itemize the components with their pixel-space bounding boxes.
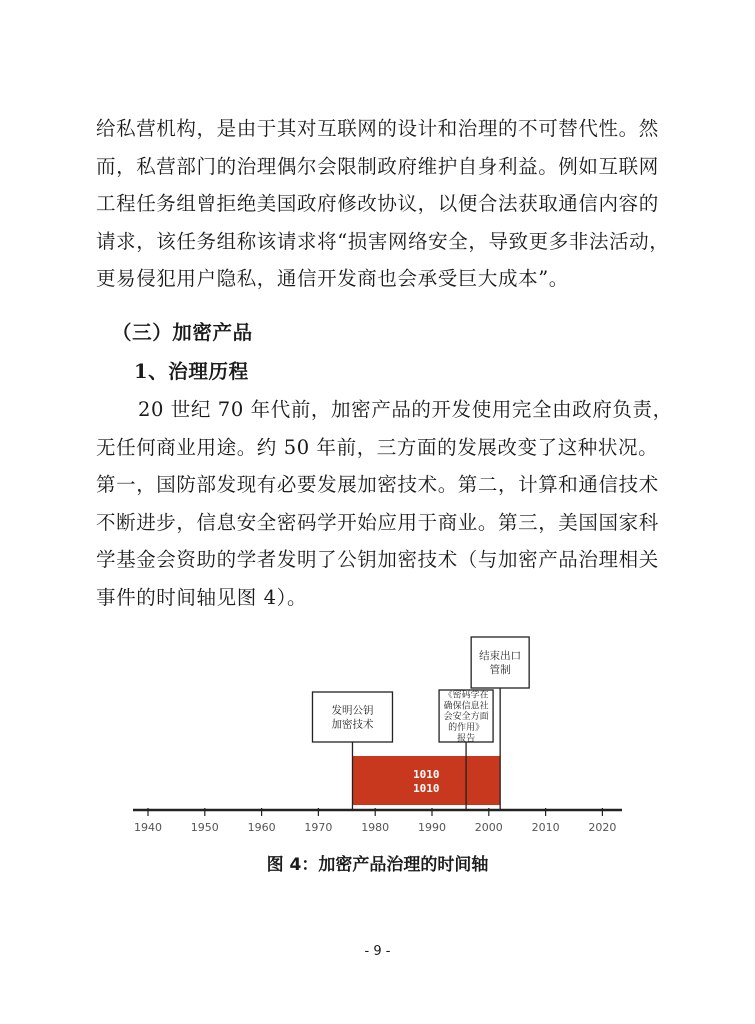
tick-label: 1940 [134,821,162,834]
event-label: 会安全方面 [443,712,489,723]
page-number: - 9 - [364,944,391,959]
figure-caption: 图 4：加密产品治理的时间轴 [266,855,489,875]
tick-label: 1950 [190,821,219,834]
bar-label: 1010 [413,768,440,781]
paragraph-line: 学基金会资助的学者发明了公钥加密技术（与加密产品治理相关 [96,548,659,571]
paragraph-line: 事件的时间轴见图 4）。 [96,585,308,609]
tick-label: 2010 [531,821,560,834]
paragraph-line: 给私营机构，是由于其对互联网的设计和治理的不可替代性。然 [96,117,659,140]
event-label: 结束出口 [479,650,522,663]
tick-label: 2000 [474,821,503,834]
paragraph-line: 20 世纪 70 年代前，加密产品的开发使用完全由政府负责， [138,398,673,421]
paragraph-line: 不断进步，信息安全密码学开始应用于商业。第三，美国国家科 [96,510,659,534]
paragraph-line: 第一，国防部发现有必要发展加密技术。第二，计算和通信技术 [96,473,659,496]
paragraph-line: 无任何商业用途。约 50 年前，三方面的发展改变了这种状况。 [96,435,659,459]
event-box [471,637,529,688]
section-heading: （三）加密产品 [112,321,253,344]
event-label: 的作用》 [448,722,485,733]
paragraph-line: 工程任务组曾拒绝美国政府修改协议，以便合法获取通信内容的 [96,192,659,215]
paragraph-line: 请求，该任务组称该请求将“损害网络安全，导致更多非法活动， [96,229,670,253]
event-label: 发明公钥 [331,704,374,717]
tick-label: 2020 [588,821,617,834]
paragraph-line: 而，私营部门的治理偶尔会限制政府维护自身利益。例如互联网 [96,154,659,178]
tick-label: 1980 [361,821,390,834]
sub-heading: 1、治理历程 [134,360,249,383]
event-label: 加密技术 [331,718,374,731]
paragraph-line: 更易侵犯用户隐私，通信开发商也会承受巨大成本”。 [96,267,569,290]
event-label: 确保信息社 [443,701,489,712]
bar-label: 1010 [413,782,440,795]
event-label: 管制 [489,664,511,677]
tick-label: 1970 [304,821,333,834]
event-label: 报告 [457,733,476,744]
tick-label: 1960 [247,821,276,834]
tick-label: 1990 [418,821,446,834]
event-label: 《密码学在 [443,690,489,701]
event-box [312,692,392,742]
